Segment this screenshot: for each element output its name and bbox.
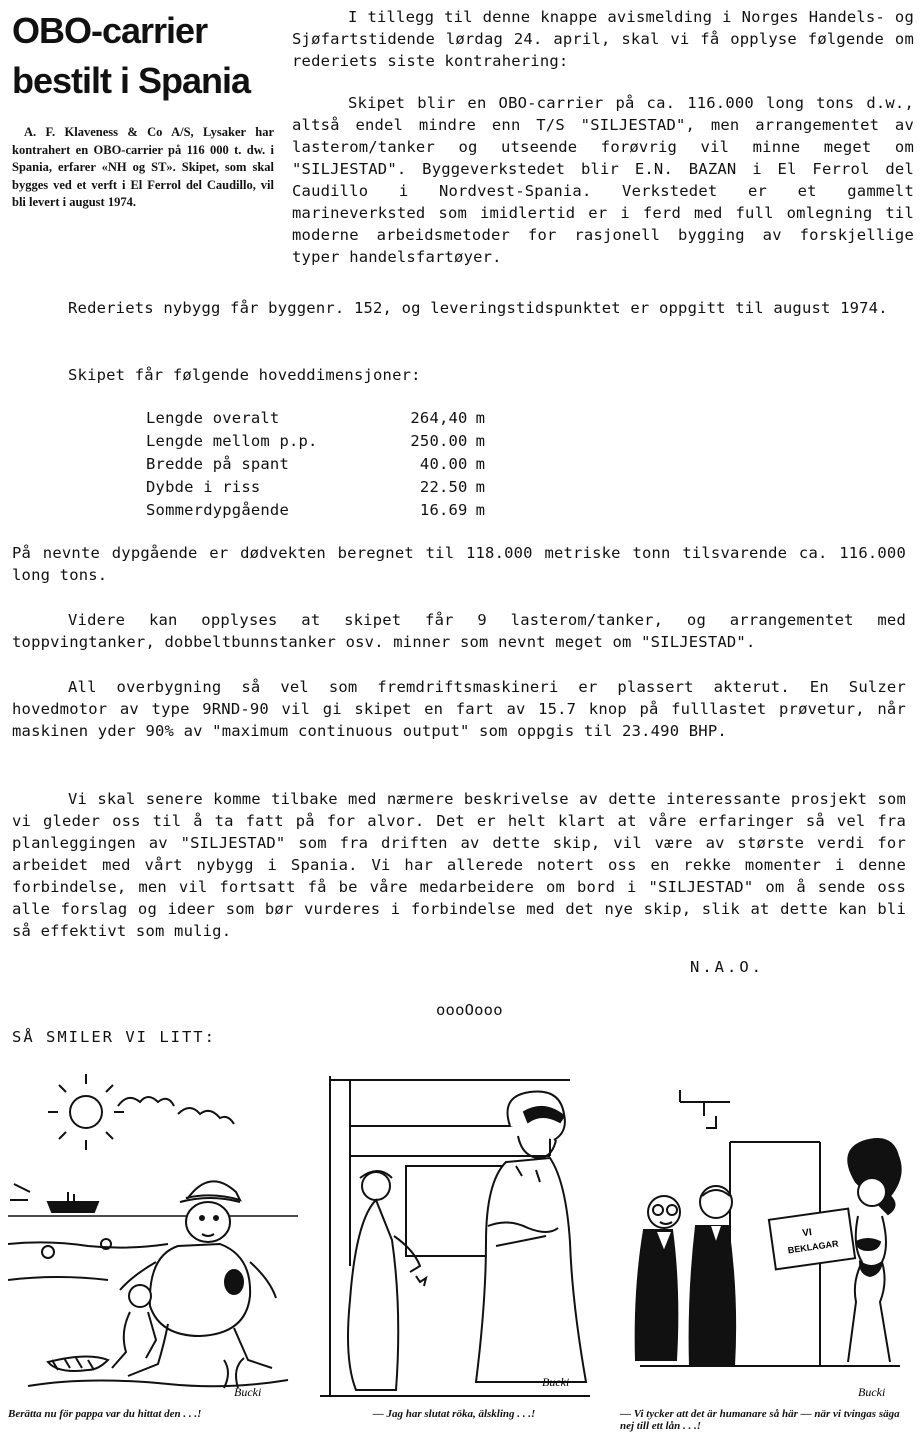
paragraph-engine: All overbygning så vel som fremdriftsmaskineri er plassert akterut. En Sulzer hovedmotor av type 9RND-90 vil gi skipet en fart av 15.7 knop på fulllastet prøvetur, når maskinen yder 90% av "maximum continuous output" som oppgis til 23.490 BHP. bbox=[12, 678, 906, 740]
cartoon-bank-sign-line2: BEKLAGAR bbox=[787, 1238, 840, 1256]
cartoon-doorway bbox=[310, 1066, 598, 1420]
paragraph-holds: Videre kan opplyses at skipet får 9 lasterom/tanker, og arrangementet med toppvingtanker, dobbeltbunnstanker osv. minner som nevnt meget om "SILJESTAD". bbox=[12, 611, 906, 651]
paragraph-deadweight: På nevnte dypgående er dødvekten beregnet til 118.000 metriske tonn tilsvarende ca. 116.000 long tons. bbox=[12, 544, 906, 584]
dimension-row bbox=[146, 406, 496, 429]
dimension-unit: m bbox=[475, 454, 486, 473]
dimension-unit: m bbox=[475, 477, 486, 496]
section-divider: oooOooo bbox=[436, 1001, 503, 1019]
cartoon-doorway-caption: — Jag har slutat röka, älskling . . .! bbox=[372, 1408, 536, 1420]
newspaper-clipping bbox=[12, 6, 274, 212]
dimension-value: 22.50 bbox=[419, 477, 468, 496]
paragraph-closing: Vi skal senere komme tilbake med nærmere beskrivelse av dette interessante prosjekt som vi gleder oss til å ta fatt på for alvor. Det er helt klart at våre erfaringer så vel fra planleggingen av "SILJESTAD" som fra driften av dette skip, vil være av største verdi for arbeidet med vårt nybygg i Spania. Vi har allerede notert oss en rekke momenter i denne forbindelse, men vil fortsatt få be våre medarbeidere om bord i "SILJESTAD" om å sende oss alle forslag og ideer som bør vurderes i forbindelse med det nye skip, slik at dette kan bli så effektivt som mulig. bbox=[12, 790, 906, 940]
cartoon-bank-signature: Bucki bbox=[858, 1385, 886, 1399]
cartoon-beach-caption: Berätta nu för pappa var du hittat den . . .! bbox=[8, 1408, 202, 1420]
dimension-value: 40.00 bbox=[419, 454, 468, 473]
dimension-unit: m bbox=[475, 431, 486, 450]
cartoon-doorway-signature: Bucki bbox=[542, 1375, 570, 1389]
clipping-body: A. F. Klaveness & Co A/S, Lysaker har kontrahert en OBO-carrier på 116 000 t. dw. i Spania, erfarer «NH og ST». Skipet, som skal bygges ved et verft i El Ferrol del Caudillo, vil bli levert i august 1974. bbox=[12, 125, 274, 209]
dimension-value: 264,40 bbox=[410, 408, 468, 427]
clipping-title-line1: OBO-carrier bbox=[12, 10, 208, 51]
dimension-label: Lengde overalt bbox=[146, 408, 280, 427]
dimensions-table bbox=[146, 406, 496, 521]
dimension-unit: m bbox=[475, 500, 486, 519]
dimension-row bbox=[146, 429, 496, 452]
clipping-title-line2: bestilt i Spania bbox=[12, 60, 251, 101]
dimension-label: Sommerdypgående bbox=[146, 500, 289, 519]
dimension-unit: m bbox=[475, 408, 486, 427]
dimension-label: Lengde mellom p.p. bbox=[146, 431, 318, 450]
cartoon-beach bbox=[8, 1066, 298, 1420]
cartoon-bank bbox=[620, 1066, 916, 1432]
sun-icon bbox=[70, 1096, 102, 1128]
intro-paragraph-1: I tillegg til denne knappe avismelding i Norges Handels- og Sjøfartstidende lørdag 24. april, skal vi få opplyse følgende om rederiets siste kontrahering: bbox=[292, 8, 914, 70]
cartoon-beach-drawing bbox=[8, 1066, 298, 1406]
cartoon-bank-drawing bbox=[620, 1066, 916, 1406]
dimension-value: 16.69 bbox=[419, 500, 468, 519]
intro-column bbox=[292, 6, 914, 288]
dimension-label: Bredde på spant bbox=[146, 454, 289, 473]
cartoon-doorway-drawing bbox=[310, 1066, 598, 1406]
dimension-value: 250.00 bbox=[410, 431, 468, 450]
smile-heading: SÅ SMILER VI LITT: bbox=[12, 1028, 216, 1046]
cartoon-bank-sign-line1: VI bbox=[801, 1227, 813, 1240]
dimension-row bbox=[146, 452, 496, 475]
cartoon-beach-signature: Bucki bbox=[234, 1385, 262, 1399]
paragraph-dimensions-intro: Skipet får følgende hoveddimensjoner: bbox=[68, 366, 421, 384]
paragraph-newbuild: Rederiets nybygg får byggenr. 152, og leveringstidspunktet er oppgitt til august 1974. bbox=[68, 299, 888, 317]
intro-paragraph-2: Skipet blir en OBO-carrier på ca. 116.000 long tons d.w., altså endel mindre enn T/S "SILJESTAD", men arrangementet av lasterom/tanker og utseende forøvrig vil minne meget om "SILJESTAD". Byggeverkstedet blir E.N. BAZAN i El Ferrol del Caudillo i Nordvest-Spania. Verkstedet er et gammelt marineverksted som imidlertid er i ferd med full omlegning til moderne arbeidsmetoder for rasjonell bygging av forskjellige typer handelsfartøyer. bbox=[292, 94, 914, 266]
dimension-label: Dybde i riss bbox=[146, 477, 261, 496]
dimension-row bbox=[146, 475, 496, 498]
cartoon-bank-caption: — Vi tycker att det är humanare så här — när vi tvingas säga nej till ett lån . . .! bbox=[620, 1408, 900, 1432]
dimension-row bbox=[146, 498, 496, 521]
clipping-title bbox=[12, 6, 274, 106]
author-signature: N.A.O. bbox=[690, 958, 764, 976]
